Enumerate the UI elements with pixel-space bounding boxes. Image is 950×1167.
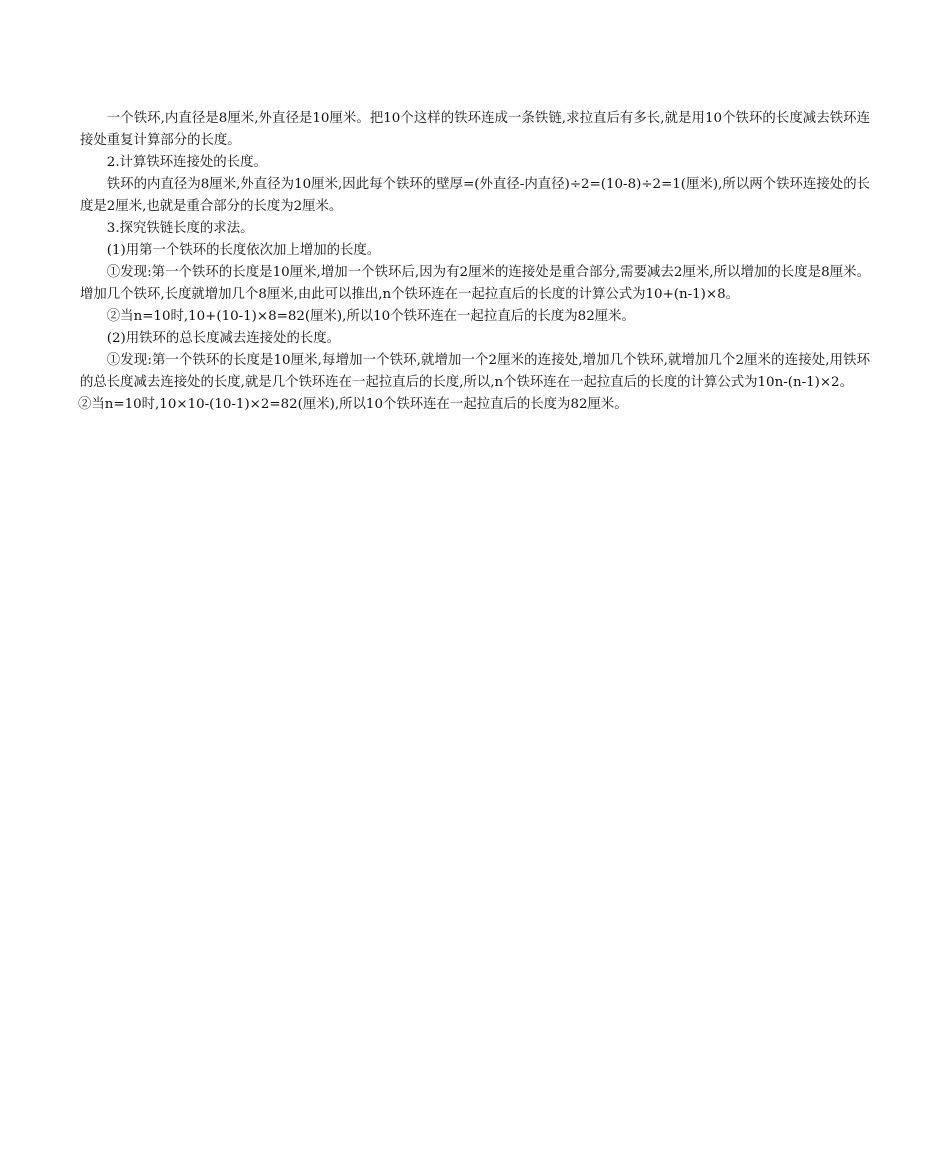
paragraph-intro: 一个铁环,内直径是8厘米,外直径是10厘米。把10个这样的铁环连成一条铁链,求拉直后有多长,就是用10个铁环的长度减去铁环连接处重复计算部分的长度。 <box>80 111 870 148</box>
paragraph-step-2-heading: 2.计算铁环连接处的长度。 <box>106 155 267 170</box>
paragraph-method-2-result: ②当n=10时,10×10-(10-1)×2=82(厘米),所以10个铁环连在一起拉直后的长度为82厘米。 <box>78 397 628 412</box>
paragraph-step-3-heading: 3.探究铁链长度的求法。 <box>106 221 254 236</box>
paragraph-method-2-heading: (2)用铁环的总长度减去连接处的长度。 <box>106 331 341 346</box>
solution-text <box>80 108 870 416</box>
paragraph-step-2-body: 铁环的内直径为8厘米,外直径为10厘米,因此每个铁环的壁厚=(外直径-内直径)÷2=(10-8)÷2=1(厘米),所以两个铁环连接处的长度是2厘米,也就是重合部分的长度为2厘米。 <box>80 177 870 214</box>
paragraph-method-1-result: ②当n=10时,10+(10-1)×8=82(厘米),所以10个铁环连在一起拉直后的长度为82厘米。 <box>106 309 635 324</box>
paragraph-method-1-heading: (1)用第一个铁环的长度依次加上增加的长度。 <box>106 243 381 258</box>
paragraph-method-2-discovery: ①发现:第一个铁环的长度是10厘米,每增加一个铁环,就增加一个2厘米的连接处,增加几个铁环,就增加几个2厘米的连接处,用铁环的总长度减去连接处的长度,就是几个铁环连在一起拉直后的长度,所以,n个铁环连在一起拉直后的长度的计算公式为10n-(n-1)×2。 <box>80 353 870 390</box>
paragraph-method-1-discovery: ①发现:第一个铁环的长度是10厘米,增加一个铁环后,因为有2厘米的连接处是重合部分,需要减去2厘米,所以增加的长度是8厘米。增加几个铁环,长度就增加几个8厘米,由此可以推出,n个铁环连在一起拉直后的长度的计算公式为10+(n-1)×8。 <box>80 265 870 302</box>
